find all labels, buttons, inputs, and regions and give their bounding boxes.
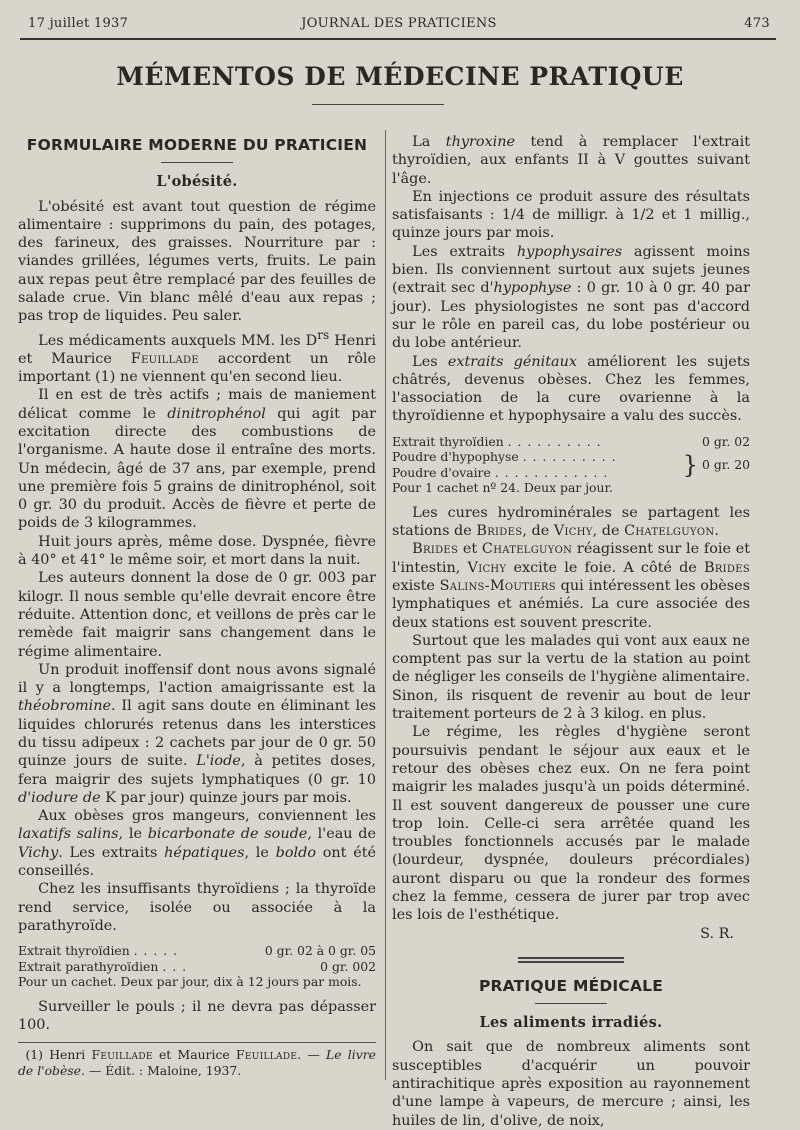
section-separator — [518, 957, 624, 963]
formula-note: Pour 1 cachet nº 24. Deux par jour. — [392, 480, 613, 496]
paragraph: Chez les insuffisants thyroïdiens ; la thyroïde rend service, isolée ou associée à la parathyroïde. — [18, 881, 376, 934]
formula-brace: } — [682, 450, 699, 479]
article-title-aliments: Les aliments irradiés. — [479, 1014, 663, 1032]
section-rule — [535, 1003, 607, 1004]
left-column — [18, 133, 376, 1078]
paragraph: On sait que de nombreux aliments sont susceptibles d'acquérir un pouvoir antirachitique après exposition au rayonnement d'une lampe à vapeurs, de mercure ; ainsi, les huiles de lin, d'olive, de noix, — [392, 1039, 750, 1129]
formula-row: Extrait thyroïdien . . . . . 0 gr. 02 à 0 gr. 05 — [18, 943, 376, 959]
paragraph: Un produit inoffensif dont nous avons signalé il y a longtemps, l'action amaigrissante est la théobromine. Il agit sans doute en éliminant les liquides chlorurés retenus dans les interstices du tissu adipeux : 2 cachets par jour de 0 gr. 50 quinze jours de suite. L'iode, à petites doses, fera maigrir des sujets lymphatiques (0 gr. 10 d'iodure de K par jour) quinze jours par mois. — [18, 661, 376, 806]
paragraph: Les médicaments auxquels MM. les $D^{rs}$ Henri et Maurice Feuillade accordent un rôle important (1) ne viennent qu'en second lieu. — [18, 327, 377, 386]
paragraph: Les extraits génitaux améliorent les sujets châtrés, devenus obèses. Chez les femmes, l'association de la cure ovarienne à la thyroïdienne et hypophysaire a valu des succès. — [392, 353, 750, 425]
paragraph: En injections ce produit assure des résultats satisfaisants : 1/4 de milligr. à 1/2 et 1 millig., quinze jours par mois. — [392, 188, 750, 242]
paragraph: Surtout que les malades qui vont aux eaux ne comptent pas sur la vertu de la station au point de négliger les conseils de l'hygiène alimentaire. Sinon, ils risquent de revenir au bout de leur traitement porteurs de 2 à 3 kilog. en plus. — [392, 632, 750, 723]
paragraph: Brides et Chatelguyon réagissent sur le foie et l'intestin, Vichy excite le foie. A côté de Brides existe Salins-Moutiers qui intéressent les obèses lymphatiques et anémiés. La cure associée des deux stations est souvent prescrite. — [392, 541, 750, 631]
paragraph: Huit jours après, même dose. Dyspnée, fièvre à 40° et 41° le même soir, et mort dans la nuit. — [18, 533, 376, 569]
article-title-obesite: L'obésité. — [156, 173, 238, 191]
section-rule — [161, 162, 233, 163]
formula-row: Extrait parathyroïdien . . . 0 gr. 002 — [18, 958, 376, 974]
formula-row: Extrait thyroïdien . . . . . . . . . . 0 gr. 02 — [392, 433, 750, 449]
paragraph: Surveiller le pouls ; il ne devra pas dépasser 100. — [18, 998, 376, 1034]
section-title-formulaire: FORMULAIRE MODERNE DU PRATICIEN — [26, 136, 368, 154]
prescription-formula — [392, 434, 750, 496]
title-rule — [312, 104, 444, 105]
paragraph: La thyroxine tend à remplacer l'extrait thyroïdien, aux enfants II à V gouttes suivant l'âge. — [392, 134, 750, 187]
paragraph: Le régime, les règles d'hygiène seront poursuivis pendant le séjour aux eaux et le retour des obèses chez eux. On ne fera point maigrir les malades jusqu'à un poids déterminé. Il est souvent dangereux de pousser une cure trop loin. Celle-ci sera arrêtée quand les troubles fonctionnels accusés par le malade (lourdeur, dyspnée, douleurs précordiales) auront disparu ou que la rondeur des formes chez la femme, cessera de jurer par trop avec les lois de l'esthétique. — [392, 724, 750, 924]
paragraph: Il en est de très actifs ; mais de maniement délicat comme le dinitrophénol qui agit par excitation directe des combustions de l'organisme. A haute dose il entraîne des morts. Un médecin, âgé de 37 ans, par exemple, prend une première fois 5 grains de dinitrophénol, soit 0 gr. 30 du produit. Accès de fièvre et perte de poids de 3 kilogrammes. — [18, 387, 376, 532]
issue-date: 17 juillet 1937 — [28, 16, 129, 31]
paragraph: Les extraits hypophysaires agissent moins bien. Ils conviennent surtout aux sujets jeunes (extrait sec d'hypophyse : 0 gr. 10 à 0 gr. 40 par jour). Les physiologistes ne sont pas d'accord sur le rôle en pareil cas, du lobe postérieur ou du lobe antérieur. — [392, 243, 750, 352]
paragraph: Les cures hydrominérales se partagent les stations de Brides, de Vichy, de Chatelguyon. — [392, 504, 750, 540]
right-column — [392, 133, 750, 1130]
prescription-formula — [18, 943, 376, 990]
section-title-pratique: PRATIQUE MÉDICALE — [478, 976, 664, 995]
formula-row: Poudre d'hypophyse . . . . . . . . . . Poudre d'ovaire . . . . . . . . . . . . } 0 gr. 20 — [392, 449, 750, 480]
paragraph: L'obésité est avant tout question de régime alimentaire : supprimons du pain, des potages, des farineux, des graisses. Nourriture par : viandes grillées, légumes verts, fruits. Le pain aux repas peut être remplacé par des feuilles de salade crue. Vin blanc mêlé d'eau aux repas ; pas trop de liquides. Peu saler. — [18, 198, 376, 325]
paragraph: Aux obèses gros mangeurs, conviennent les laxatifs salins, le bicarbonate de soude, l'eau de Vichy. Les extraits hépatiques, le boldo ont été conseillés. — [18, 808, 377, 880]
page-title: MÉMENTOS DE MÉDECINE PRATIQUE — [116, 62, 684, 91]
formula-note: Pour un cachet. Deux par jour, dix à 12 jours par mois. — [18, 974, 362, 990]
header-rule — [20, 38, 776, 40]
running-header — [28, 16, 770, 38]
paragraph: Les auteurs donnent la dose de 0 gr. 003 par kilogr. Il nous semble qu'elle devrait encore être réduite. Attention donc, et veillons de près car le remède fait maigrir sans changement dans le régime alimentaire. — [18, 570, 376, 660]
article-signature: S. R. — [700, 925, 734, 942]
column-divider — [385, 130, 386, 1080]
journal-name: JOURNAL DES PRATICIENS — [301, 16, 497, 31]
footnote: (1) Henri Feuillade et Maurice Feuillade. — Le livre de l'obèse. — Édit. : Maloine, 1937. — [18, 1047, 376, 1078]
page-number: 473 — [744, 16, 770, 31]
footnote-rule — [18, 1042, 376, 1043]
